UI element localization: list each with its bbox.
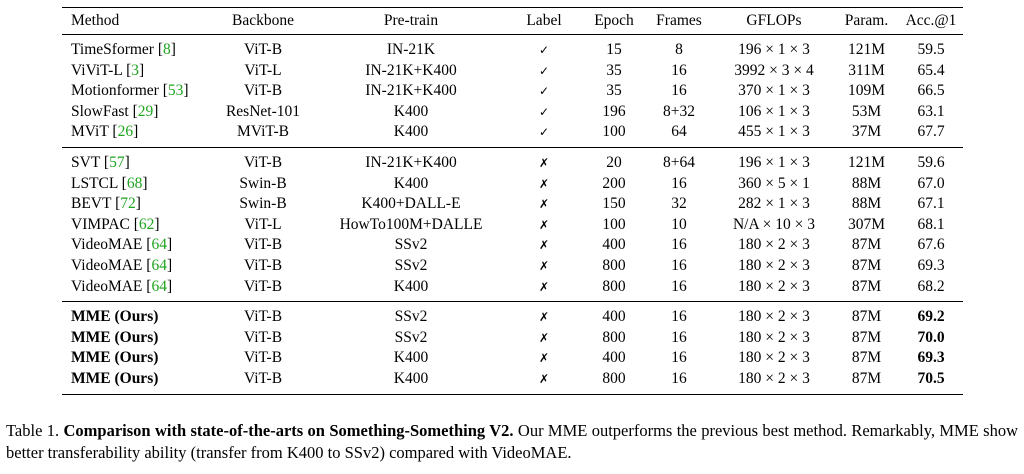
cell-label: ✗ <box>504 369 584 394</box>
cell-acc: 67.1 <box>917 195 945 213</box>
cell-param: 311M <box>848 61 885 79</box>
method-name: VideoMAE <box>71 256 143 274</box>
cell-method: LSTCL [68] <box>71 174 148 192</box>
cell-param: 88M <box>851 174 882 192</box>
cell-gflops: 180 × 2 × 3 <box>738 328 810 346</box>
table-row <box>62 328 963 349</box>
cell-param: 87M <box>851 256 882 274</box>
method-name: BEVT <box>71 195 112 213</box>
cell-method: Motionformer [53] <box>71 82 189 100</box>
cell-frames: 16 <box>671 82 687 100</box>
cell-acc: 66.5 <box>917 82 945 100</box>
cell-acc: 67.7 <box>899 122 963 147</box>
cell-acc: 65.4 <box>917 61 945 79</box>
cell-backbone: ViT-B <box>243 328 283 346</box>
cell-label: ✓ <box>538 104 550 119</box>
cell-acc: 67.6 <box>917 236 945 254</box>
citation-link[interactable]: 64 <box>151 236 167 254</box>
cell-pretrain: K400 <box>393 174 429 192</box>
cell-pretrain: K400 <box>393 102 429 120</box>
cell-param: 87M <box>834 369 899 394</box>
method-name: SVT <box>71 153 101 171</box>
cell-epoch: 100 <box>584 122 644 147</box>
cell-epoch: 150 <box>602 195 626 213</box>
cell-frames: 8 <box>675 41 683 58</box>
method-name: MME (Ours) <box>71 369 159 387</box>
header-acc: Acc.@1 <box>899 8 963 35</box>
cell-method: VideoMAE [64] <box>71 236 173 254</box>
cell-frames: 16 <box>644 277 714 302</box>
cell-frames: 16 <box>644 369 714 394</box>
caption-text: Our MME outperforms the previous best method. Remarkably, MME show better transferability ability (transfer from K400 to SSv2) compared with VideoMAE. <box>6 421 1018 462</box>
cell-label: ✗ <box>538 238 550 253</box>
cell-label: ✓ <box>504 122 584 147</box>
method-name: Motionformer <box>71 82 159 100</box>
table-row <box>62 348 963 369</box>
comparison-table <box>62 7 963 395</box>
header-label: Label <box>504 8 584 35</box>
method-name: MME (Ours) <box>71 308 159 326</box>
cell-param: 87M <box>834 277 899 302</box>
cell-param: 121M <box>847 153 886 171</box>
table-row <box>62 277 963 302</box>
cell-param: 121M <box>847 41 886 58</box>
method-name: MViT <box>71 123 109 141</box>
cell-epoch: 800 <box>584 369 644 394</box>
cell-label: ✗ <box>538 310 550 325</box>
cell-param: 87M <box>851 328 882 346</box>
citation-link[interactable]: 26 <box>117 123 134 141</box>
cell-backbone: MViT-B <box>208 122 318 147</box>
cell-epoch: 100 <box>602 215 626 233</box>
cell-backbone: ViT-B <box>208 369 318 394</box>
cell-param: 37M <box>834 122 899 147</box>
table-row <box>62 122 963 147</box>
header-row <box>62 8 963 35</box>
header-gflops: GFLOPs <box>714 8 834 35</box>
cell-backbone: ViT-B <box>208 277 318 302</box>
caption-label: Table 1. <box>6 421 60 440</box>
cell-frames: 16 <box>671 61 687 79</box>
method-name: LSTCL <box>71 174 118 192</box>
cell-method: SlowFast [29] <box>71 102 159 120</box>
cell-pretrain: IN-21K+K400 <box>365 82 457 100</box>
results-table-container <box>62 7 963 395</box>
cell-pretrain: IN-21K+K400 <box>365 153 457 171</box>
cell-gflops: 196 × 1 × 3 <box>738 41 810 58</box>
citation-link[interactable]: 53 <box>167 82 184 100</box>
cell-gflops: 370 × 1 × 3 <box>738 82 810 100</box>
cell-pretrain: IN-21K <box>386 41 436 58</box>
cell-method <box>62 348 208 369</box>
cell-gflops: N/A × 10 × 3 <box>732 215 816 233</box>
cell-frames: 16 <box>671 328 687 346</box>
table-row <box>62 369 963 394</box>
cell-method: MViT [26] <box>62 122 208 147</box>
cell-method: VIMPAC [62] <box>71 215 160 233</box>
citation-link[interactable]: 3 <box>131 61 140 79</box>
table-row <box>62 174 963 195</box>
cell-label: ✗ <box>538 155 550 170</box>
cell-frames: 16 <box>671 308 687 326</box>
cell-pretrain: SSv2 <box>394 308 428 326</box>
table-row <box>62 235 963 256</box>
cell-acc: 63.1 <box>917 102 945 120</box>
cell-backbone: ViT-B <box>243 349 283 367</box>
cell-frames: 10 <box>671 215 687 233</box>
cell-acc: 69.3 <box>917 349 945 367</box>
cell-gflops: 180 × 2 × 3 <box>738 256 810 274</box>
method-name: ViViT-L <box>71 61 123 79</box>
cell-backbone: ViT-B <box>243 308 283 326</box>
table-row <box>62 81 963 102</box>
cell-label: ✓ <box>538 43 550 57</box>
cell-epoch: 200 <box>602 174 626 192</box>
cell-param: 88M <box>851 195 882 213</box>
cell-method: ViViT-L [3] <box>71 61 145 79</box>
cell-method <box>62 328 208 349</box>
cell-epoch: 800 <box>584 277 644 302</box>
cell-epoch: 35 <box>606 82 622 100</box>
cell-method: VideoMAE [64] <box>62 277 208 302</box>
cell-gflops: 3992 × 3 × 4 <box>734 61 814 79</box>
method-name: MME (Ours) <box>71 328 159 346</box>
cell-pretrain: K400 <box>393 349 429 367</box>
cell-epoch: 400 <box>602 349 626 367</box>
cell-acc: 59.5 <box>917 41 945 58</box>
cell-pretrain: SSv2 <box>394 256 428 274</box>
table-row <box>62 194 963 215</box>
cell-param: 87M <box>851 236 882 254</box>
cell-gflops: 196 × 1 × 3 <box>738 153 810 171</box>
cell-gflops: 180 × 2 × 3 <box>714 369 834 394</box>
cell-acc: 69.2 <box>917 308 945 326</box>
cell-label: ✗ <box>504 277 584 302</box>
header-param: Param. <box>834 8 899 35</box>
citation-link[interactable]: 62 <box>138 215 155 233</box>
cell-label: ✓ <box>538 63 550 78</box>
cell-method: VideoMAE [64] <box>71 256 173 274</box>
header-pretrain: Pre-train <box>318 8 504 35</box>
cell-pretrain: HowTo100M+DALLE <box>339 215 483 233</box>
cell-method <box>62 369 208 394</box>
cell-epoch: 196 <box>602 102 626 120</box>
cell-frames: 16 <box>671 349 687 367</box>
cell-epoch: 35 <box>606 61 622 79</box>
cell-gflops: 282 × 1 × 3 <box>738 195 810 213</box>
citation-link[interactable]: 68 <box>126 174 143 192</box>
cell-label: ✗ <box>538 197 550 212</box>
cell-label: ✓ <box>538 84 550 99</box>
table-row <box>62 61 963 82</box>
cell-acc: 68.1 <box>917 215 945 233</box>
cell-frames: 8+32 <box>663 102 695 120</box>
cell-method: SVT [57] <box>71 153 130 171</box>
cell-label: ✗ <box>538 217 550 232</box>
citation-link[interactable]: 64 <box>151 277 167 295</box>
cell-frames: 16 <box>671 236 687 254</box>
method-name: VideoMAE <box>71 236 143 254</box>
caption-title: Comparison with state-of-the-arts on Something-Something V2. <box>63 421 514 440</box>
cell-method: TimeSformer [8] <box>71 41 176 58</box>
cell-backbone: Swin-B <box>239 174 287 192</box>
table-row <box>62 35 963 61</box>
cell-acc: 68.2 <box>899 277 963 302</box>
table-caption <box>6 420 1018 464</box>
method-name: SlowFast <box>71 102 129 120</box>
table-row <box>62 102 963 123</box>
cell-backbone: ViT-L <box>244 61 282 79</box>
cell-pretrain: K400 <box>318 122 504 147</box>
cell-backbone: ViT-B <box>243 41 283 58</box>
cell-pretrain: IN-21K+K400 <box>365 61 457 79</box>
cell-method <box>62 302 208 328</box>
cell-gflops: 360 × 5 × 1 <box>738 174 810 192</box>
cell-epoch: 20 <box>606 153 622 171</box>
method-name: TimeSformer <box>71 41 154 58</box>
header-backbone: Backbone <box>208 8 318 35</box>
table-row <box>62 147 963 173</box>
cell-gflops: 180 × 2 × 3 <box>738 236 810 254</box>
cell-gflops: 106 × 1 × 3 <box>738 102 810 120</box>
cell-epoch: 800 <box>602 256 626 274</box>
cell-pretrain: SSv2 <box>394 328 428 346</box>
cell-frames: 16 <box>671 174 687 192</box>
citation-link[interactable]: 57 <box>109 153 125 171</box>
cell-gflops: 180 × 2 × 3 <box>738 349 810 367</box>
cell-backbone: Swin-B <box>239 195 287 213</box>
cell-param: 53M <box>851 102 882 120</box>
cell-backbone: ViT-B <box>243 256 283 274</box>
cell-frames: 64 <box>644 122 714 147</box>
cell-frames: 16 <box>671 256 687 274</box>
header-frames: Frames <box>644 8 714 35</box>
cell-epoch: 400 <box>602 308 626 326</box>
method-name: MME (Ours) <box>71 349 159 367</box>
cell-param: 87M <box>851 349 882 367</box>
cell-backbone: ViT-L <box>244 215 282 233</box>
cell-gflops: 455 × 1 × 3 <box>714 122 834 147</box>
cell-param: 109M <box>847 82 886 100</box>
table-row <box>62 256 963 277</box>
table-row <box>62 302 963 328</box>
cell-acc: 59.6 <box>917 153 945 171</box>
cell-label: ✗ <box>538 351 550 366</box>
cell-backbone: ViT-B <box>243 236 283 254</box>
cell-label: ✗ <box>538 258 550 273</box>
cell-frames: 8+64 <box>663 153 695 171</box>
cell-param: 307M <box>847 215 886 233</box>
cell-backbone: ResNet-101 <box>225 102 301 120</box>
cell-gflops: 180 × 2 × 3 <box>738 308 810 326</box>
cell-gflops: 180 × 2 × 3 <box>714 277 834 302</box>
cell-epoch: 800 <box>602 328 626 346</box>
method-name: VideoMAE <box>71 277 143 295</box>
cell-acc: 70.5 <box>899 369 963 394</box>
cell-param: 87M <box>851 308 882 326</box>
cell-backbone: ViT-B <box>243 153 283 171</box>
cell-pretrain: K400 <box>318 277 504 302</box>
cell-epoch: 400 <box>602 236 626 254</box>
cell-epoch: 15 <box>606 41 622 58</box>
citation-link[interactable]: 72 <box>120 195 136 213</box>
citation-link[interactable]: 64 <box>151 256 167 274</box>
header-method: Method <box>62 8 208 35</box>
header-epoch: Epoch <box>584 8 644 35</box>
cell-label: ✗ <box>538 330 550 345</box>
cell-acc: 69.3 <box>917 256 945 274</box>
cell-acc: 70.0 <box>917 328 945 346</box>
cell-pretrain: K400 <box>318 369 504 394</box>
cell-frames: 32 <box>671 195 687 213</box>
cell-backbone: ViT-B <box>243 82 283 100</box>
citation-link[interactable]: 29 <box>137 102 154 120</box>
method-name: VIMPAC <box>71 215 130 233</box>
cell-acc: 67.0 <box>917 174 945 192</box>
cell-label: ✗ <box>538 176 550 191</box>
cell-pretrain: K400+DALL-E <box>361 195 461 213</box>
citation-link[interactable]: 8 <box>163 41 171 58</box>
table-body <box>62 35 963 395</box>
table-row <box>62 215 963 236</box>
cell-pretrain: SSv2 <box>394 236 428 254</box>
cell-method: BEVT [72] <box>71 195 141 213</box>
